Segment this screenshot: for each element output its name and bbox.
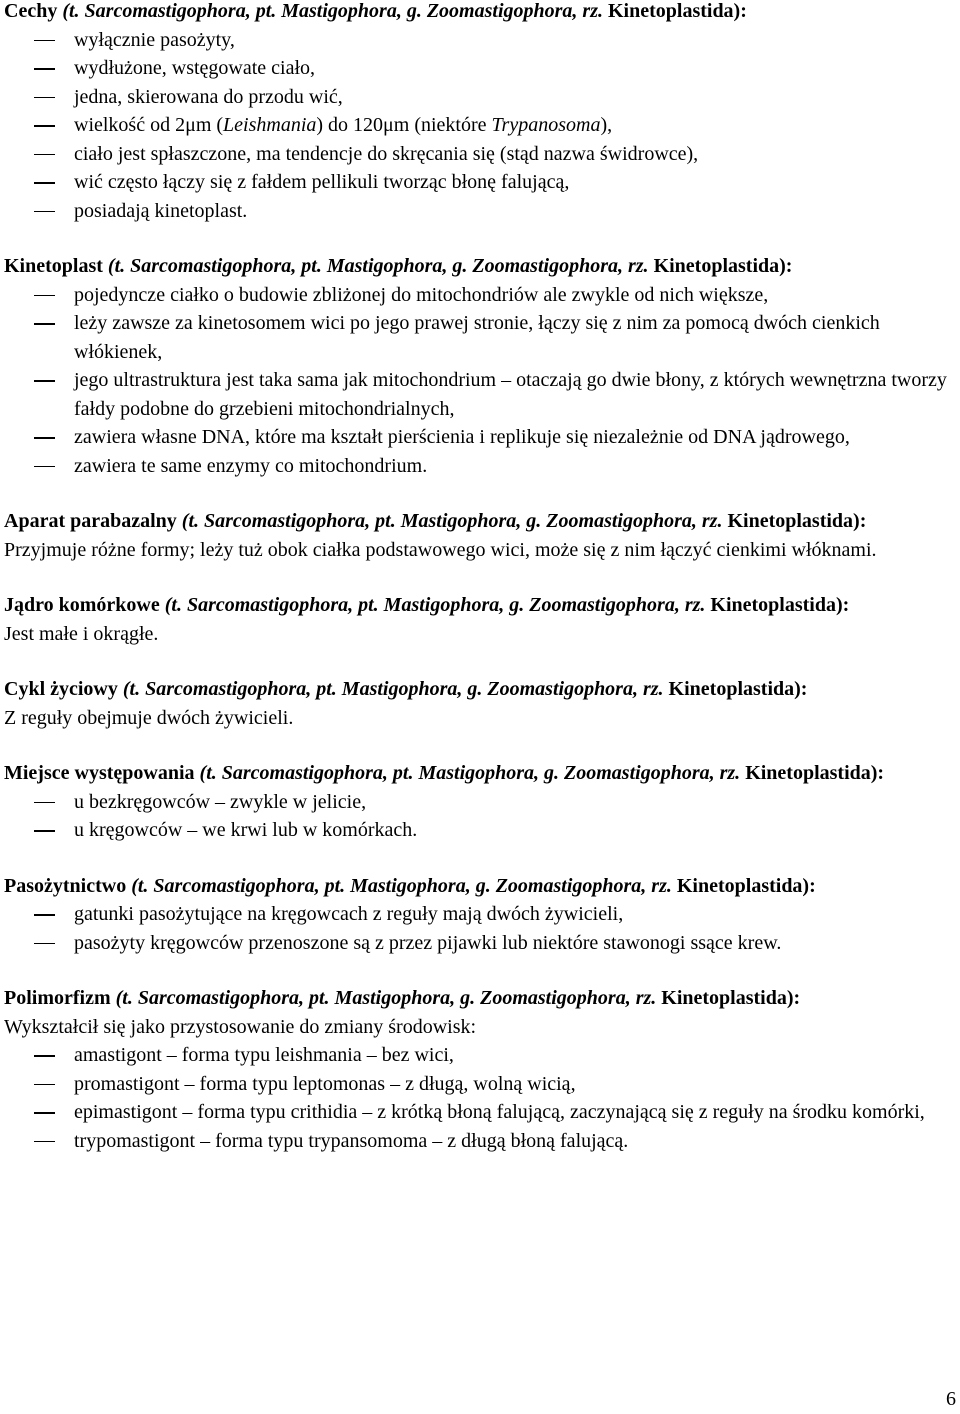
section-paragraph: Wykształcił się jako przystosowanie do zmiany środowisk: xyxy=(4,1015,477,1038)
list-item: amastigont – forma typu leishmania – bez wici, xyxy=(4,1041,954,1070)
section-heading xyxy=(4,591,954,620)
heading-title: Kinetoplast xyxy=(4,255,103,277)
list-item: ciało jest spłaszczone, ma tendencje do skręcania się (stąd nazwa świdrowce), xyxy=(4,140,954,169)
list-item: zawiera własne DNA, które ma kształt pierścienia i replikuje się niezależnie od DNA jądrowego, xyxy=(4,423,954,452)
section-jadro xyxy=(4,591,954,648)
page-number: 6 xyxy=(946,1388,956,1410)
section-heading xyxy=(4,252,954,281)
heading-taxonomy-tail: Kinetoplastida): xyxy=(710,594,850,616)
list-item: pojedyncze ciałko o budowie zbliżonej do mitochondriów ale zwykle od nich większe, xyxy=(4,281,954,310)
section-heading xyxy=(4,675,954,704)
heading-title: Cykl życiowy xyxy=(4,678,118,700)
list-item: gatunki pasożytujące na kręgowcach z reguły mają dwóch żywicieli, xyxy=(4,900,954,929)
heading-taxonomy-tail: Kinetoplastida): xyxy=(607,0,747,22)
list-item: promastigont – forma typu leptomonas – z długą, wolną wicią, xyxy=(4,1070,954,1099)
section-miejsce-wystepowania xyxy=(4,759,954,845)
list-item: posiadają kinetoplast. xyxy=(4,197,954,226)
list-item: jedna, skierowana do przodu wić, xyxy=(4,83,954,112)
section-heading xyxy=(4,984,954,1013)
heading-title: Pasożytnictwo xyxy=(4,874,127,897)
section-cykl-zyciowy xyxy=(4,675,954,732)
genus-leishmania: Leishmania xyxy=(223,114,317,136)
heading-title: Polimorfizm xyxy=(4,987,111,1009)
heading-title: Aparat parabazalny xyxy=(4,510,177,532)
heading-taxonomy: (t. Sarcomastigophora, pt. Mastigophora, g. Zoomastigophora, rz. xyxy=(115,987,657,1009)
list-item: u bezkręgowców – zwykle w jelicie, xyxy=(4,788,954,817)
heading-title: Cechy xyxy=(4,0,58,22)
heading-taxonomy-tail: Kinetoplastida): xyxy=(676,874,816,897)
list-item: leży zawsze za kinetosomem wici po jego prawej stronie, łączy się z nim za pomocą dwóch cienkich włókienek, xyxy=(4,309,954,366)
heading-taxonomy: (t. Sarcomastigophora, pt. Mastigophora, g. Zoomastigophora, rz. xyxy=(62,0,603,22)
list-item-size xyxy=(4,111,954,140)
heading-taxonomy: (t. Sarcomastigophora, pt. Mastigophora, g. Zoomastigophora, rz. xyxy=(164,594,706,616)
list-item: wyłącznie pasożyty, xyxy=(4,26,954,55)
heading-taxonomy-tail: Kinetoplastida): xyxy=(727,510,867,532)
list-item: wydłużone, wstęgowate ciało, xyxy=(4,54,954,83)
section-polimorfizm xyxy=(4,984,954,1155)
size-text-2: ) do 120μm (niektóre xyxy=(316,114,492,136)
genus-trypanosoma: Trypanosoma xyxy=(491,114,601,136)
heading-taxonomy: (t. Sarcomastigophora, pt. Mastigophora, g. Zoomastigophora, rz. xyxy=(131,874,672,897)
section-cechy xyxy=(4,0,954,225)
section-heading xyxy=(4,872,954,901)
bullet-list xyxy=(4,281,954,481)
list-item: epimastigont – forma typu crithidia – z krótką błoną falującą, zaczynającą się z reguły na środku komórki, xyxy=(4,1098,954,1127)
bullet-list xyxy=(4,788,954,845)
heading-taxonomy: (t. Sarcomastigophora, pt. Mastigophora, g. Zoomastigophora, rz. xyxy=(107,255,649,277)
bullet-list xyxy=(4,900,954,957)
list-item: wić często łączy się z fałdem pellikuli tworząc błonę falującą, xyxy=(4,168,954,197)
size-text-3: ), xyxy=(600,114,613,136)
section-paragraph: Z reguły obejmuje dwóch żywicieli. xyxy=(4,706,294,729)
section-heading xyxy=(4,759,954,788)
section-paragraph: Jest małe i okrągłe. xyxy=(4,622,159,645)
section-heading xyxy=(4,0,954,26)
heading-taxonomy-tail: Kinetoplastida): xyxy=(661,987,801,1009)
heading-taxonomy: (t. Sarcomastigophora, pt. Mastigophora, g. Zoomastigophora, rz. xyxy=(122,678,664,700)
heading-taxonomy: (t. Sarcomastigophora, pt. Mastigophora, g. Zoomastigophora, rz. xyxy=(199,762,741,784)
section-paragraph: Przyjmuje różne formy; leży tuż obok ciałka podstawowego wici, może się z nim łączyć cienkimi włóknami. xyxy=(4,538,877,561)
section-aparat-parabazalny xyxy=(4,507,954,564)
list-item: zawiera te same enzymy co mitochondrium. xyxy=(4,452,954,481)
list-item: jego ultrastruktura jest taka sama jak mitochondrium – otaczają go dwie błony, z których wewnętrzna tworzy fałdy podobne do grzebieni mitochondrialnych, xyxy=(4,366,954,423)
bullet-list xyxy=(4,26,954,226)
bullet-list xyxy=(4,1041,954,1155)
document-page xyxy=(4,0,954,1182)
size-text-1: wielkość od 2μm ( xyxy=(74,114,224,136)
heading-taxonomy: (t. Sarcomastigophora, pt. Mastigophora, g. Zoomastigophora, rz. xyxy=(181,510,723,532)
section-pasozytnictwo xyxy=(4,872,954,958)
list-item: pasożyty kręgowców przenoszone są z przez pijawki lub niektóre stawonogi ssące krew. xyxy=(4,929,954,958)
heading-title: Jądro komórkowe xyxy=(4,594,160,616)
heading-taxonomy-tail: Kinetoplastida): xyxy=(668,678,808,700)
list-item: u kręgowców – we krwi lub w komórkach. xyxy=(4,816,954,845)
heading-taxonomy-tail: Kinetoplastida): xyxy=(745,762,885,784)
list-item: trypomastigont – forma typu trypansomoma – z długą błoną falującą. xyxy=(4,1127,954,1156)
heading-title: Miejsce występowania xyxy=(4,762,195,784)
section-kinetoplast xyxy=(4,252,954,480)
heading-taxonomy-tail: Kinetoplastida): xyxy=(653,255,793,277)
section-heading xyxy=(4,507,954,536)
